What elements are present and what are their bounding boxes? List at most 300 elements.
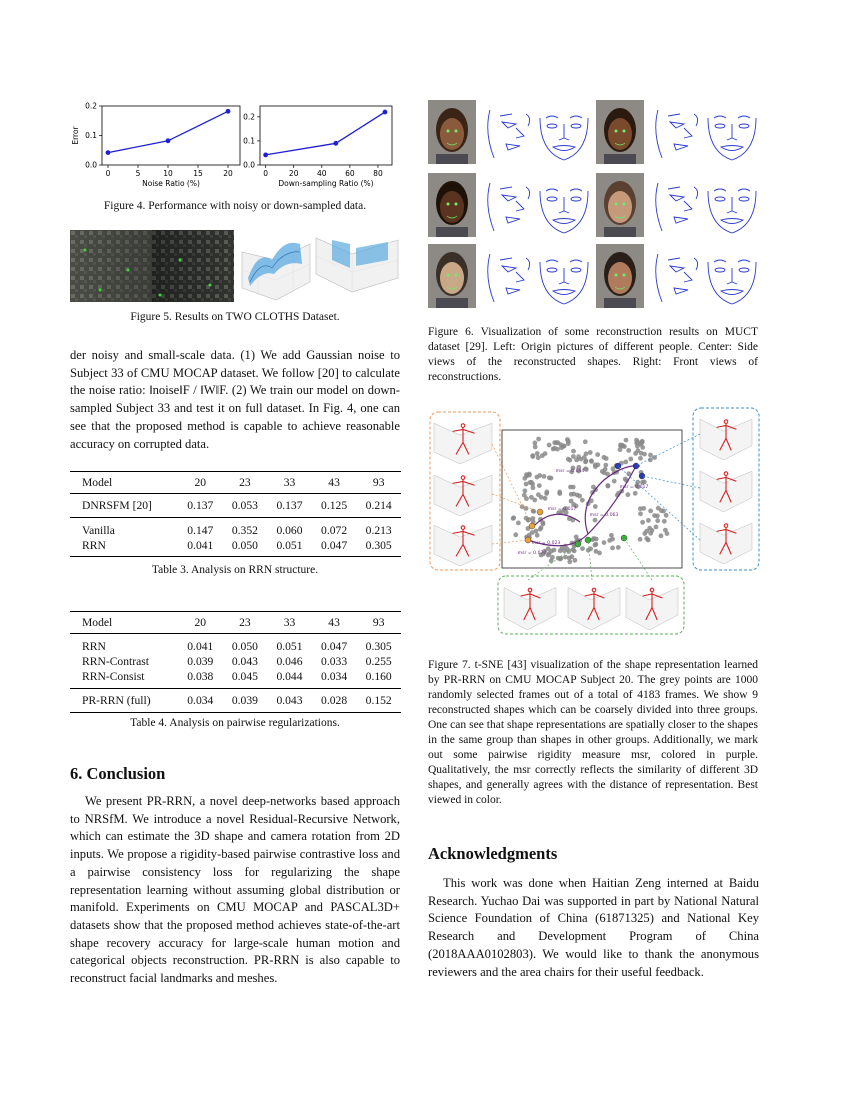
- x-tick-label: 0: [105, 169, 111, 178]
- tsne-point: [535, 451, 540, 456]
- y-axis-label: Error: [71, 126, 80, 145]
- body-paragraph-noise: der noisy and small-scale data. (1) We add Gaussian noise to Subject 33 of CMU MOCAP dataset. We follow [20] to calculate the noise ratio: ‖noise‖F / ‖W‖F. (2) We train our model on down-sampled Subject 33 and test it on full dataset. In Fig. 4, one can see that the proposed method is capable to achieve reasonable accuracy on corrupted data.: [70, 348, 400, 451]
- msr-label: msr = 0.063: [589, 513, 619, 518]
- table-row: [70, 494, 401, 518]
- acknowledgments-heading: Acknowledgments: [428, 844, 558, 863]
- tsne-point: [511, 516, 516, 521]
- front-brows: [546, 116, 582, 118]
- skeleton-3d-box: [434, 475, 492, 516]
- front-nose: [559, 268, 569, 284]
- tsne-point: [602, 540, 607, 545]
- table4-cell: 0.305: [356, 634, 401, 655]
- tsne-point: [583, 439, 588, 444]
- tsne-point: [642, 480, 647, 485]
- tsne-point: [593, 518, 598, 523]
- face-photo-shoulders: [436, 227, 468, 237]
- skeleton-3d-box: [700, 523, 752, 564]
- tsne-point: [624, 438, 629, 443]
- table4: [70, 611, 401, 713]
- tsne-point: [612, 479, 617, 484]
- landmark-dot: [623, 203, 626, 206]
- tsne-point: [603, 463, 608, 468]
- y-tick-label: 0.2: [85, 101, 97, 111]
- front-brows: [714, 116, 750, 118]
- tsne-point: [594, 549, 599, 554]
- tsne-point: [566, 457, 571, 462]
- table3: [70, 471, 401, 557]
- table4-header-cell: 20: [178, 612, 223, 634]
- tsne-point: [607, 538, 612, 543]
- skeleton-3d-box: [700, 471, 752, 512]
- side-contour: [488, 110, 494, 158]
- figure7-caption: Figure 7. t-SNE [43] visualization of the shape representation learned by PR-RRN on CMU MOCAP Subject 20. The grey points are 1000 randomly selected frames out of a total of 4183 frames. We show 9 reconstructed shapes which can be coarsely divided into three groups. One can see that shape representations are spatially closer to the shapes in the same group than shapes in other groups. Additionally, we mark out some pairwise rigidity measure msr, colored in purple. Qualitatively, the msr correctly reflects the similarity of different 3D shapes, and generally agrees with the distance of representation. Best viewed in color.: [428, 659, 758, 806]
- tsne-point: [620, 443, 625, 448]
- msr-label: msr = 0.023: [531, 541, 561, 546]
- msr-label: msr = 0.017: [547, 507, 577, 512]
- tsne-point: [536, 455, 541, 460]
- table4-cell: 0.028: [312, 689, 357, 713]
- tsne-point: [551, 447, 556, 452]
- cloth-reconstruction-plot-1: [238, 230, 312, 302]
- tsne-point: [611, 466, 616, 471]
- table4-header-cell: 33: [267, 612, 312, 634]
- side-nose: [684, 201, 692, 211]
- side-contour: [656, 110, 662, 158]
- table4-cell: 0.046: [276, 655, 303, 668]
- msr-label: msr = 0.044: [555, 469, 585, 474]
- table3-cell: 0.147: [178, 518, 223, 539]
- tsne-point: [616, 545, 621, 550]
- table3-header-cell: 43: [312, 472, 357, 494]
- front-left-eye: [715, 268, 725, 272]
- table3-header-cell: 20: [178, 472, 223, 494]
- side-brow: [694, 187, 698, 199]
- data-point: [106, 150, 111, 155]
- table3-cell: 0.137: [267, 494, 312, 518]
- figure6-caption: Figure 6. Visualization of some reconstruction results on MUCT dataset [29]. Left: Origin pictures of different people. Center: Side views of the reconstructed shapes. Right: Front views of reconstructions.: [428, 326, 758, 383]
- table4-cell: 0.045: [231, 670, 258, 683]
- tsne-point: [640, 520, 645, 525]
- side-contour: [656, 183, 662, 231]
- skeleton-3d-box: [434, 423, 492, 464]
- tsne-point: [661, 509, 666, 514]
- side-brow: [526, 187, 530, 199]
- tsne-point: [536, 437, 541, 442]
- side-brow: [526, 114, 530, 126]
- side-mouth: [674, 217, 688, 223]
- landmark-dot: [455, 274, 458, 277]
- table4-cell: 0.047: [312, 634, 357, 655]
- table4-header-cell: 23: [223, 612, 268, 634]
- table4-cell: 0.255: [365, 655, 392, 668]
- table3-cell: 0.041: [187, 539, 214, 552]
- side-nose: [684, 128, 692, 138]
- front-mouth: [721, 219, 743, 224]
- front-nose: [727, 268, 737, 284]
- tsne-point: [656, 506, 661, 511]
- tsne-point: [579, 457, 584, 462]
- x-tick-label: 15: [193, 169, 203, 178]
- tsne-point: [628, 457, 633, 462]
- table4-cell: 0.160: [365, 670, 392, 683]
- skeleton-3d-box: [504, 588, 556, 631]
- x-tick-label: 60: [345, 169, 355, 178]
- landmark-dot: [623, 274, 626, 277]
- tsne-point: [655, 514, 660, 519]
- tsne-point: [633, 491, 638, 496]
- table3-cell: 0.305: [365, 539, 392, 552]
- tsne-point: [557, 491, 562, 496]
- side-nose: [516, 201, 524, 211]
- table4-cell: 0.039: [223, 689, 268, 713]
- cloth-reconstruction-plot-2: [312, 230, 400, 302]
- table3-header-cell: 33: [267, 472, 312, 494]
- front-right-eye: [739, 197, 749, 201]
- front-mouth: [553, 290, 575, 295]
- front-left-eye: [547, 268, 557, 272]
- tsne-point: [524, 496, 529, 501]
- tsne-point: [634, 438, 639, 443]
- side-view-shape: [656, 254, 698, 302]
- tsne-point: [588, 450, 593, 455]
- x-tick-label: 0: [263, 169, 269, 178]
- side-eye: [500, 258, 516, 272]
- table3-row-label: RRN: [82, 539, 106, 552]
- tsne-point: [662, 519, 667, 524]
- front-brows: [546, 189, 582, 191]
- table3-cell: 0.060: [267, 518, 312, 539]
- tsne-point: [638, 511, 643, 516]
- skeleton-3d-box: [626, 588, 678, 631]
- table3-cell: 0.047: [321, 539, 348, 552]
- series-line: [108, 111, 228, 152]
- y-tick-label: 0.0: [243, 160, 255, 170]
- tsne-point: [516, 521, 521, 526]
- tsne-point: [577, 494, 582, 499]
- table4-cell: 0.051: [267, 634, 312, 655]
- front-right-eye: [739, 268, 749, 272]
- skeleton-head: [528, 588, 532, 592]
- figure5-caption: Figure 5. Results on TWO CLOTHS Dataset.: [130, 311, 340, 323]
- front-view-shape: [708, 189, 756, 233]
- table4-row-label: RRN-Contrast: [82, 655, 149, 668]
- landmark-dot: [455, 130, 458, 133]
- tsne-point: [532, 498, 537, 503]
- tsne-point: [554, 440, 559, 445]
- table-row: [70, 538, 401, 557]
- front-nose: [559, 197, 569, 213]
- tsne-point: [593, 543, 598, 548]
- tsne-point: [646, 518, 651, 523]
- landmark-dot: [623, 130, 626, 133]
- table4-row-label: PR-RRN (full): [70, 689, 178, 713]
- plot-frame: [260, 106, 392, 165]
- front-brows: [546, 260, 582, 262]
- side-nose: [516, 272, 524, 282]
- landmark-dot: [447, 274, 450, 277]
- tsne-point: [528, 480, 533, 485]
- x-tick-label: 5: [135, 169, 141, 178]
- tsne-point: [593, 464, 598, 469]
- table3-cell: 0.214: [356, 494, 401, 518]
- x-tick-label: 20: [223, 169, 233, 178]
- table3-cell: 0.213: [356, 518, 401, 539]
- tsne-point: [558, 557, 563, 562]
- table3-cell: 0.050: [231, 539, 258, 552]
- side-view-shape: [488, 183, 530, 231]
- face-photo-shoulders: [604, 154, 636, 164]
- table4-header-model: Model: [70, 612, 178, 634]
- figure7-tsne-visualization: [428, 404, 762, 636]
- front-mouth: [721, 290, 743, 295]
- face-reconstruction-group: [428, 100, 594, 166]
- face-reconstruction-group: [428, 173, 594, 239]
- tsne-point: [533, 445, 538, 450]
- msr-label: msr = 0.070: [517, 551, 547, 556]
- table4-caption: Table 4. Analysis on pairwise regularizations.: [130, 717, 340, 729]
- side-eye: [668, 187, 684, 201]
- front-nose: [559, 124, 569, 140]
- tsne-point: [664, 513, 669, 518]
- cloth-photo: [70, 230, 234, 302]
- tsne-point: [526, 518, 531, 523]
- tsne-point: [623, 477, 628, 482]
- skeleton-3d-box: [700, 419, 752, 460]
- side-mouth: [506, 288, 520, 294]
- x-axis-label: Down-sampling Ratio (%): [278, 179, 374, 188]
- table-row: [70, 654, 401, 669]
- table4-cell: 0.043: [231, 655, 258, 668]
- side-mouth: [674, 144, 688, 150]
- skeleton-head: [461, 476, 465, 480]
- tsne-point: [573, 558, 578, 563]
- tsne-point: [595, 452, 600, 457]
- side-view-shape: [488, 254, 530, 302]
- tsne-point: [572, 549, 577, 554]
- acknowledgments-paragraph: This work was done when Haitian Zeng interned at Baidu Research. Yuchao Dai was supported in part by National Natural Science Foundation of China (61871325) and National Key Research and Development Program of China (2018AAA0102803). We would like to thank the anonymous reviewers and the area chairs for their useful feedback.: [428, 876, 759, 979]
- front-mouth: [553, 219, 575, 224]
- table4-row-label: RRN-Consist: [82, 670, 145, 683]
- front-brows: [714, 260, 750, 262]
- front-left-eye: [715, 197, 725, 201]
- side-brow: [694, 258, 698, 270]
- side-contour: [488, 254, 494, 302]
- skeleton-head: [592, 588, 596, 592]
- tsne-point: [635, 480, 640, 485]
- table4-cell: 0.050: [223, 634, 268, 655]
- tsne-point: [534, 529, 539, 534]
- side-brow: [526, 258, 530, 270]
- msr-label: msr = 0.017: [619, 485, 649, 490]
- front-nose: [727, 197, 737, 213]
- side-eye: [500, 187, 516, 201]
- tsne-point: [659, 533, 664, 538]
- side-contour: [656, 254, 662, 302]
- face-photo-shoulders: [436, 298, 468, 308]
- tsne-point: [589, 459, 594, 464]
- x-axis-label: Noise Ratio (%): [142, 179, 200, 188]
- y-tick-label: 0.1: [243, 136, 255, 146]
- tsne-point: [567, 556, 572, 561]
- data-point: [263, 152, 268, 157]
- data-point: [166, 138, 171, 143]
- table4-cell: 0.044: [276, 670, 303, 683]
- table4-header-cell: 43: [312, 612, 357, 634]
- tsne-point: [638, 506, 643, 511]
- tsne-point: [513, 532, 518, 537]
- landmark-dot: [447, 130, 450, 133]
- tsne-point: [547, 475, 552, 480]
- table4-row-label: RRN: [70, 634, 178, 655]
- tsne-point: [623, 460, 628, 465]
- x-tick-label: 40: [317, 169, 327, 178]
- series-line: [266, 112, 385, 155]
- figure4-chart-noise: [66, 98, 244, 192]
- tsne-point: [547, 443, 552, 448]
- landmark-dot: [615, 203, 618, 206]
- table4-cell: 0.034: [178, 689, 223, 713]
- side-view-shape: [656, 183, 698, 231]
- table3-header-row: [70, 472, 401, 494]
- table-row: [70, 689, 401, 713]
- tsne-point: [562, 444, 567, 449]
- figure4-caption: Figure 4. Performance with noisy or down-sampled data.: [103, 200, 367, 212]
- tsne-point: [655, 518, 660, 523]
- tsne-point: [644, 529, 649, 534]
- conclusion-heading: 6. Conclusion: [70, 764, 166, 783]
- conclusion-paragraph: We present PR-RRN, a novel deep-networks based approach to NRSfM. We introduce a novel Residual-Recursive Network, which can estimate the 3D shape and camera rotation from 2D inputs. We propose a rigidity-based pairwise contrastive loss and a pairwise consistency loss for regularizing the shape representation learning without assuming global distribution or manifold. Experiments on CMU MOCAP and PASCAL3D+ datasets show that the proposed method achieves state-of-the-art shape recovery accuracy for large-scale human motion and categorical objects reconstruction. PR-RRN is also capable to reconstruct facial landmarks and meshes.: [70, 794, 400, 986]
- table3-header-model: Model: [70, 472, 178, 494]
- x-tick-label: 20: [288, 169, 299, 178]
- landmark-dot: [447, 203, 450, 206]
- face-reconstruction-group: [428, 244, 594, 310]
- front-view-shape: [540, 116, 588, 160]
- side-mouth: [506, 144, 520, 150]
- side-mouth: [674, 288, 688, 294]
- table4-header-row: [70, 612, 401, 634]
- y-tick-label: 0.2: [243, 112, 255, 122]
- y-tick-label: 0.0: [85, 160, 97, 170]
- tsne-point: [545, 490, 550, 495]
- table4-cell: 0.034: [321, 670, 348, 683]
- tsne-point: [580, 498, 585, 503]
- tsne-point: [565, 547, 570, 552]
- side-nose: [684, 272, 692, 282]
- table4-cell: 0.043: [267, 689, 312, 713]
- front-right-eye: [571, 124, 581, 128]
- tsne-point: [638, 537, 643, 542]
- tsne-point: [535, 475, 540, 480]
- table3-cell: 0.053: [223, 494, 268, 518]
- tsne-point: [605, 483, 610, 488]
- table-row: [70, 634, 401, 655]
- front-nose: [727, 124, 737, 140]
- tsne-point: [609, 533, 614, 538]
- table4-header-cell: 93: [356, 612, 401, 634]
- table4-cell: 0.041: [178, 634, 223, 655]
- front-left-eye: [547, 124, 557, 128]
- skeleton-3d-box: [568, 588, 620, 631]
- tsne-point: [648, 509, 653, 514]
- face-reconstruction-group: [596, 173, 762, 239]
- plot-frame: [102, 106, 240, 165]
- skeleton-3d-box: [434, 525, 492, 566]
- tsne-point: [580, 546, 585, 551]
- skeleton-head: [724, 472, 728, 476]
- table3-cell: 0.352: [223, 518, 268, 539]
- y-tick-label: 0.1: [85, 131, 97, 140]
- table3-row-label: Vanilla: [70, 518, 178, 539]
- tsne-point: [571, 485, 576, 490]
- tsne-point: [574, 458, 579, 463]
- tsne-point: [593, 504, 598, 509]
- tsne-point: [535, 533, 540, 538]
- tsne-point: [636, 448, 641, 453]
- skeleton-head: [724, 524, 728, 528]
- tsne-point: [591, 485, 596, 490]
- table3-cell: 0.125: [312, 494, 357, 518]
- tsne-point: [638, 456, 643, 461]
- tsne-point: [610, 546, 615, 551]
- landmark-dot: [455, 203, 458, 206]
- tsne-point: [542, 474, 547, 479]
- tsne-point: [523, 488, 528, 493]
- side-eye: [668, 258, 684, 272]
- front-left-eye: [715, 124, 725, 128]
- front-mouth: [553, 146, 575, 151]
- tsne-point: [540, 453, 545, 458]
- table3-row-label: DNRSFM [20]: [70, 494, 178, 518]
- table3-cell: 0.072: [312, 518, 357, 539]
- tsne-point: [584, 458, 589, 463]
- table4-cell: 0.039: [187, 655, 214, 668]
- table4-cell: 0.033: [321, 655, 348, 668]
- tsne-point: [524, 474, 529, 479]
- tsne-point: [584, 467, 589, 472]
- table3-cell: 0.051: [276, 539, 303, 552]
- side-contour: [488, 183, 494, 231]
- landmark-dot: [615, 274, 618, 277]
- tsne-point: [648, 453, 653, 458]
- data-point: [383, 110, 388, 115]
- tsne-point: [654, 525, 659, 530]
- front-right-eye: [571, 197, 581, 201]
- tsne-point: [550, 555, 555, 560]
- front-view-shape: [708, 260, 756, 304]
- tsne-point: [531, 516, 536, 521]
- tsne-point: [530, 454, 535, 459]
- table3-header-cell: 23: [223, 472, 268, 494]
- front-brows: [714, 189, 750, 191]
- face-photo-shoulders: [604, 227, 636, 237]
- tsne-point: [566, 441, 571, 446]
- skeleton-head: [461, 424, 465, 428]
- table-row: [70, 518, 401, 539]
- skeleton-head: [724, 420, 728, 424]
- tsne-point: [646, 538, 651, 543]
- tsne-point: [549, 549, 554, 554]
- tsne-point: [584, 451, 589, 456]
- tsne-point: [569, 492, 574, 497]
- front-view-shape: [540, 189, 588, 233]
- face-photo-shoulders: [604, 298, 636, 308]
- tsne-point: [602, 455, 607, 460]
- tsne-point: [558, 548, 563, 553]
- side-brow: [694, 114, 698, 126]
- front-right-eye: [571, 268, 581, 272]
- tsne-point: [571, 449, 576, 454]
- table4-cell: 0.152: [356, 689, 401, 713]
